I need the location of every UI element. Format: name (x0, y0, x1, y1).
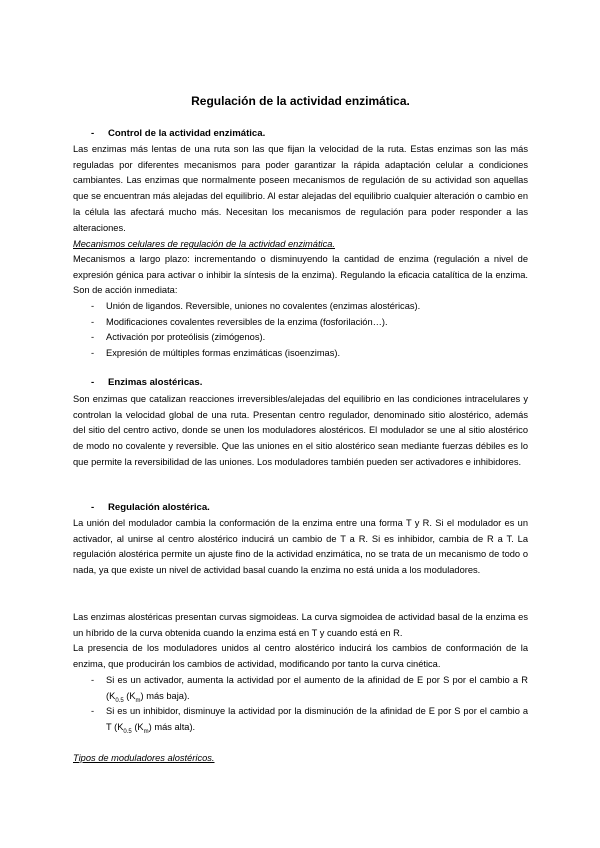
section-heading-regulacion-alosterica: - Regulación alostérica. (91, 502, 210, 513)
list-item: - Activación por proteólisis (zimógenos). (91, 332, 266, 343)
subheading-mecanismos: Mecanismos celulares de regulación de la actividad enzimática. (73, 239, 335, 249)
paragraph-curvas-sigmoideas: Las enzimas alostéricas presentan curvas sigmoideas. La curva sigmoidea de actividad basal de la enzima es un híbrido de la curva obtenida cuando la enzima está en T y cuando está en R. (73, 612, 528, 638)
paragraph-regulacion-alosterica: La unión del modulador cambia la conformación de la enzima entre una forma T y R. Si el modulador es un activador, al unirse al centro alostérico inducirá un cambio de T a R. Si es inhibidor, cambia de R a T. La regulación alostérica permite un ajuste fino de la actividad enzimática, no se trata de un mecanismo de todo o nada, ya que existe un nivel de actividad basal cuando la enzima no está unida a los moduladores. (73, 518, 528, 576)
paragraph-enzimas-alostericas: Son enzimas que catalizan reacciones irreversibles/alejadas del equilibrio en las condiciones intracelulares y controlan la velocidad global de una ruta. Presentan centro regulador, denominado sitio alostérico, además del sitio del centro activo, donde se unen los moduladores alostéricos. El modulador se une al sitio alostérico de modo no covalente y reversible. Que las uniones en el sitio alostérico sean mediante fuerzas débiles es lo que permite la reversibilidad de las uniones. Los moduladores también pueden ser activadores e inhibidores. (73, 394, 528, 467)
list-moduladores (73, 673, 528, 736)
section-heading-enzimas-alostericas: - Enzimas alostéricas. (91, 377, 203, 388)
paragraph-mecanismos: Mecanismos a largo plazo: incrementando o disminuyendo la cantidad de enzima (regulación a nivel de expresión génica para activar o inhibir la síntesis de la enzima). Regulando la eficacia catalítica de la enzima. Son de acción inmediata: (73, 254, 528, 296)
list-item: - Si es un activador, aumenta la actividad por el aumento de la afinidad de E por S por el cambio a R ($K_{0.5}$ $(K_m)$ más baja). (91, 675, 528, 704)
list-item: - Unión de ligandos. Reversible, uniones no covalentes (enzimas alostéricas). (91, 301, 421, 311)
paragraph-control: Las enzimas más lentas de una ruta son las que fijan la velocidad de la ruta. Estas enzimas son las más reguladas por diferentes mecanismos para poder garantizar la rápida adaptación celular a condiciones cambiantes. Las enzimas que normalmente poseen mecanismos de regulación de su actividad son aquellas que se encuentran más alejadas del equilibrio. Al estar alejadas del equilibrio cualquier alteración o cambio en la célula las afectará mucho más. Necesitan los mecanismos de regulación para poder responder a las alteraciones. (73, 144, 528, 233)
list-item: - Modificaciones covalentes reversibles de la enzima (fosforilación…). (91, 316, 388, 327)
list-item: - Expresión de múltiples formas enzimáticas (isoenzimas). (91, 348, 341, 359)
list-item: - Si es un inhibidor, disminuye la actividad por la disminución de la afinidad de E por S por el cambio a T ($K_{0.5}$ $(K_m)$ más alta). (91, 706, 528, 735)
subheading-tipos-moduladores: Tipos de moduladores alostéricos. (73, 753, 215, 763)
list-mecanismos (73, 299, 528, 362)
document-title: Regulación de la actividad enzimática. (191, 94, 410, 108)
section-heading-control: - Control de la actividad enzimática. (91, 128, 266, 139)
paragraph-presencia-moduladores: La presencia de los moduladores unidos al centro alostérico inducirá los cambios de conformación de la enzima, que producirán los cambios de actividad, modificando por tanto la curva cinética. (73, 643, 528, 669)
